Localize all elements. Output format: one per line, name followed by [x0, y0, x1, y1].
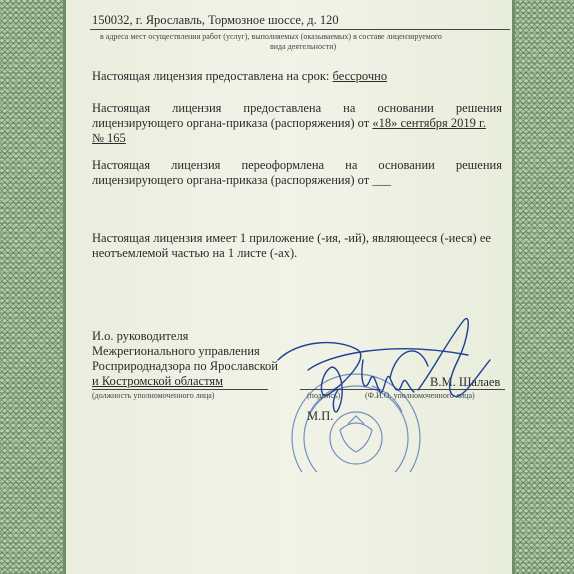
signatory-line1: И.о. руководителя: [92, 329, 189, 343]
name-caption: (Ф.И.О. уполномоченного лица): [365, 391, 475, 400]
handwritten-signature: [268, 300, 508, 430]
basis-order-number: № 165: [92, 131, 126, 145]
license-term: [92, 69, 387, 84]
address-caption-line2: вида деятельности): [270, 42, 337, 51]
basis-date: «18» сентября 2019 г.: [372, 116, 486, 130]
document-page: [66, 0, 512, 574]
stamp-place-mp: М.П.: [307, 409, 334, 423]
signatory-line3: Росприроднадзора по Ярославской: [92, 359, 278, 373]
appendix-line2: неотъемлемой частью на 1 листе (-ах).: [92, 246, 298, 260]
left-guilloche-border: [0, 0, 66, 574]
signatory-name: В.М. Шалаев: [430, 375, 501, 389]
appendix-line1: Настоящая лицензия имеет 1 приложение (-ия, -ий), являющееся (-иеся) ее: [92, 231, 491, 245]
address-value: 150032, г. Ярославль, Тормозное шоссе, д. 120: [92, 13, 339, 27]
address-caption-line1: в адреса мест осуществления работ (услуг), выполняемых (оказываемых) в составе лицензируемого: [100, 32, 442, 41]
address-underline: [90, 29, 510, 30]
position-underline: [92, 389, 268, 390]
position-caption: (должность уполномоченного лица): [92, 391, 215, 400]
reissue-line1: Настоящая лицензия переоформлена на основании решения: [92, 158, 502, 172]
license-term-value: бессрочно: [332, 69, 388, 83]
signatory-line2: Межрегионального управления: [92, 344, 260, 358]
signatory-line4: и Костромской областям: [92, 374, 224, 388]
reissue-line2: лицензирующего органа-приказа (распоряжения) от ___: [92, 173, 392, 187]
right-guilloche-border: [512, 0, 574, 574]
basis-line2: [92, 116, 486, 131]
basis-line1: Настоящая лицензия предоставлена на основании решения: [92, 101, 502, 115]
signature-caption: (подпись): [307, 391, 341, 400]
basis-line2-prefix: лицензирующего органа-приказа (распоряжения) от: [92, 116, 373, 130]
license-term-label: Настоящая лицензия предоставлена на срок:: [92, 69, 333, 83]
